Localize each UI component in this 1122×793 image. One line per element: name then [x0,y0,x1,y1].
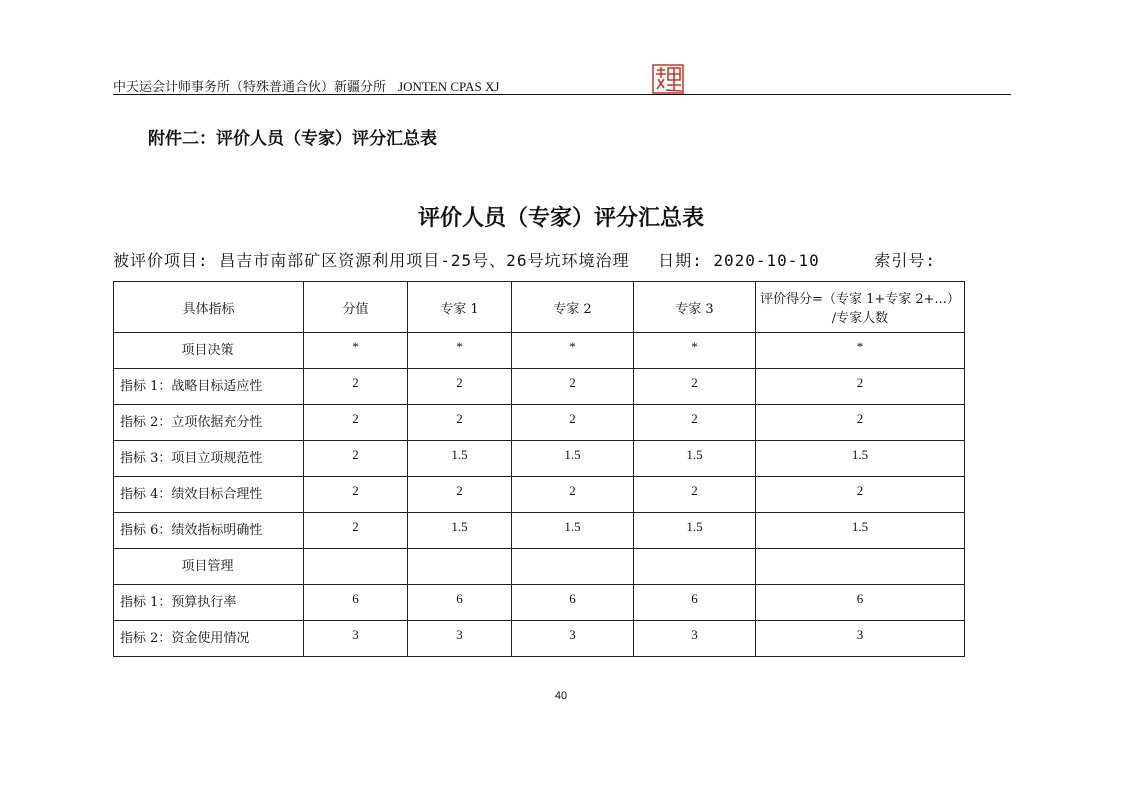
cell-score [304,549,408,585]
header-result-line1: 评价得分=（专家 1+专家 2+...） [760,292,960,307]
date-label: 日期: [658,251,703,270]
cell-result [756,549,965,585]
cell-expert-2: * [512,333,634,369]
cell-result: 2 [756,477,965,513]
project-info-line [113,248,936,271]
table-row [114,333,965,369]
cell-score: 2 [304,513,408,549]
cell-score: 2 [304,441,408,477]
table-header-row [114,282,965,333]
score-summary-table [113,281,965,657]
header-expert-3: 专家 3 [634,282,756,333]
cell-expert-3: 3 [634,621,756,657]
table-row [114,405,965,441]
cell-expert-1: 6 [408,585,512,621]
cell-expert-1: 2 [408,369,512,405]
cell-expert-3: 1.5 [634,513,756,549]
header-result-line2: /专家人数 [831,311,889,326]
cell-result: 1.5 [756,513,965,549]
row-label: 指标 3：项目立项规范性 [114,441,304,477]
cell-expert-2 [512,549,634,585]
header-score: 分值 [304,282,408,333]
page-number: 40 [554,690,568,702]
cell-expert-3: 2 [634,477,756,513]
table-row [114,513,965,549]
cell-expert-2: 2 [512,369,634,405]
cell-score: 2 [304,405,408,441]
cell-score: 3 [304,621,408,657]
header-expert-1: 专家 1 [408,282,512,333]
header-divider [113,94,1011,95]
cell-expert-3: 2 [634,369,756,405]
header-indicator: 具体指标 [114,282,304,333]
cell-expert-2: 6 [512,585,634,621]
project-label: 被评价项目: [113,251,209,270]
project-name: 昌吉市南部矿区资源利用项目-25号、26号坑环境治理 [219,251,630,270]
header-firm-name [113,76,499,95]
index-label: 索引号: [874,251,936,270]
cell-expert-1: 1.5 [408,513,512,549]
cell-result: 6 [756,585,965,621]
page-title: 评价人员（专家）评分汇总表 [417,206,704,231]
row-label: 项目决策 [114,333,304,369]
date-value: 2020-10-10 [713,251,820,270]
cell-expert-2: 1.5 [512,513,634,549]
row-label: 指标 6：绩效指标明确性 [114,513,304,549]
cell-score: 6 [304,585,408,621]
firm-name-en: JONTEN CPAS XJ [398,79,500,94]
row-label: 指标 4：绩效目标合理性 [114,477,304,513]
row-label: 指标 2：立项依据充分性 [114,405,304,441]
cell-expert-1: 2 [408,405,512,441]
cell-expert-2: 1.5 [512,441,634,477]
table-row [114,477,965,513]
header-expert-2: 专家 2 [512,282,634,333]
firm-seal-logo [652,64,684,94]
cell-expert-2: 2 [512,477,634,513]
cell-result: 3 [756,621,965,657]
cell-expert-1 [408,549,512,585]
cell-score: * [304,333,408,369]
cell-result: 1.5 [756,441,965,477]
attachment-title: 附件二：评价人员（专家）评分汇总表 [148,129,437,149]
cell-expert-1: * [408,333,512,369]
cell-score: 2 [304,477,408,513]
table-row [114,549,965,585]
table-row [114,369,965,405]
row-label: 指标 1：预算执行率 [114,585,304,621]
cell-result: 2 [756,369,965,405]
cell-expert-3: 2 [634,405,756,441]
row-label: 项目管理 [114,549,304,585]
cell-score: 2 [304,369,408,405]
row-label: 指标 2：资金使用情况 [114,621,304,657]
row-label: 指标 1：战略目标适应性 [114,369,304,405]
cell-expert-2: 3 [512,621,634,657]
table-row [114,441,965,477]
cell-expert-1: 2 [408,477,512,513]
cell-expert-1: 3 [408,621,512,657]
firm-name-cn: 中天运会计师事务所（特殊普通合伙）新疆分所 [113,80,387,95]
cell-expert-3 [634,549,756,585]
cell-expert-1: 1.5 [408,441,512,477]
cell-expert-2: 2 [512,405,634,441]
table-row [114,621,965,657]
table-row [114,585,965,621]
cell-expert-3: * [634,333,756,369]
header-result [756,282,965,333]
cell-expert-3: 6 [634,585,756,621]
cell-expert-3: 1.5 [634,441,756,477]
cell-result: * [756,333,965,369]
cell-result: 2 [756,405,965,441]
